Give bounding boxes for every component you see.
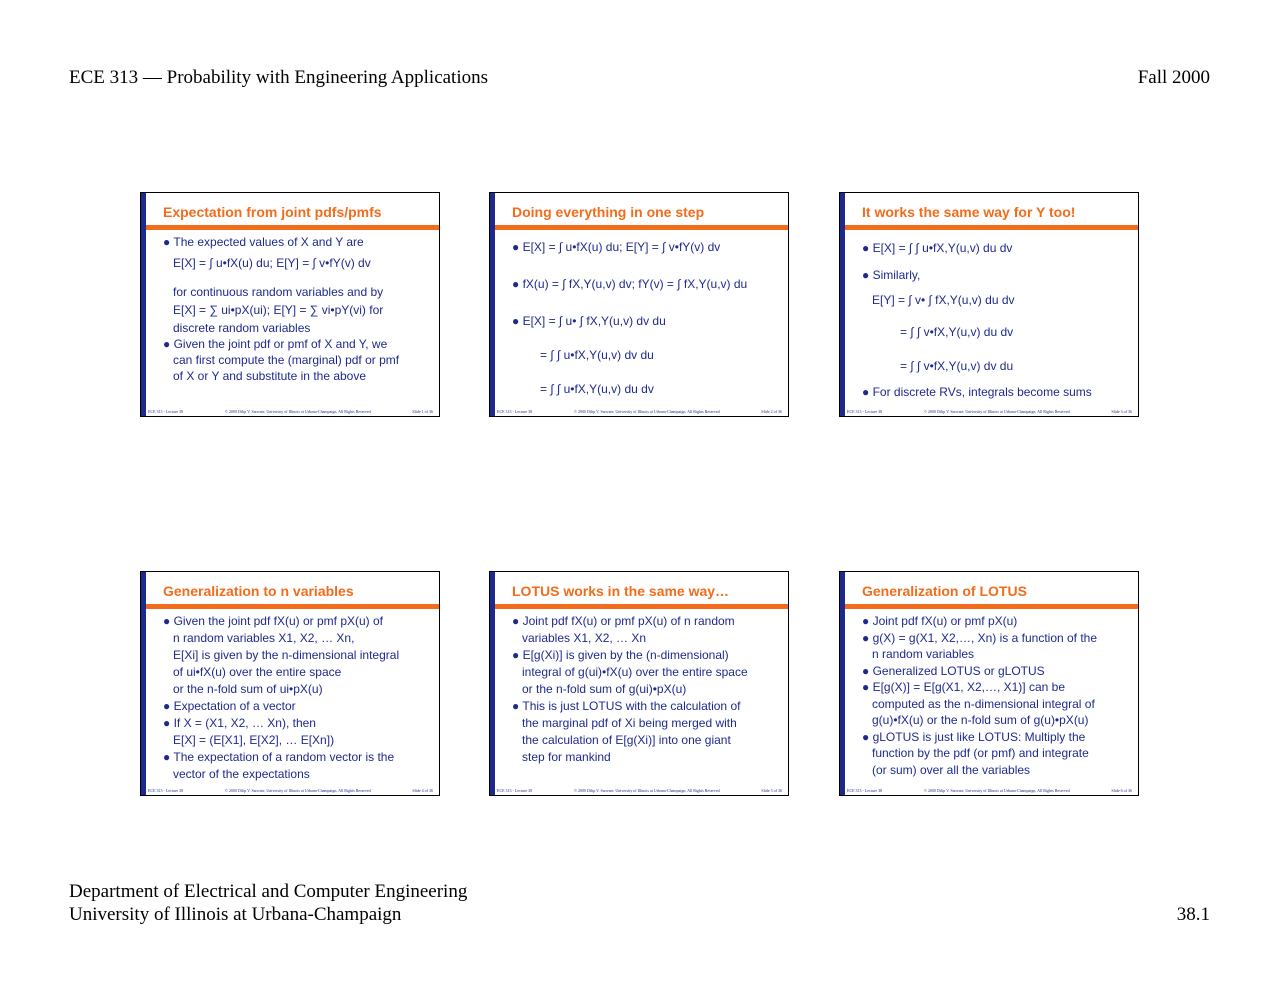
slide-body (163, 234, 431, 384)
footer-copyright: © 2000 Dilip V. Sarwate, University of Illinois at Urbana-Champaign, All Rights Reserved (224, 788, 371, 793)
slide-line (512, 363, 780, 381)
slide-line: n random variables (872, 647, 975, 661)
term-label: Fall 2000 (1137, 67, 1210, 88)
slide-line: can first compute the (marginal) pdf or pmf (173, 353, 400, 367)
slide-divider (845, 604, 1138, 609)
footer-lecture: ECE 313 - Lecture 38 (847, 788, 883, 793)
slide-line: ● E[X] = ∫ u•fX(u) du; E[Y] = ∫ v•fY(v) dv (512, 240, 721, 254)
slide-line: ● gLOTUS is just like LOTUS: Multiply the (862, 729, 1086, 744)
slide-divider (146, 604, 439, 609)
slide-title: Doing everything in one step (512, 204, 705, 220)
footer-copyright: © 2000 Dilip V. Sarwate, University of Illinois at Urbana-Champaign, All Rights Reserved (923, 409, 1070, 414)
footer-slide-number: Slide 4 of 36 (412, 788, 433, 793)
slide-1 (140, 192, 440, 417)
footer-copyright: © 2000 Dilip V. Sarwate, University of Illinois at Urbana-Champaign, All Rights Reserved (923, 788, 1070, 793)
footer-lecture: ECE 313 - Lecture 38 (148, 788, 184, 793)
slide-title: Expectation from joint pdfs/pmfs (163, 204, 382, 220)
slide-2 (489, 192, 789, 417)
slide-line: ● E[X] = ∫ ∫ u•fX,Y(u,v) du dv (862, 241, 1013, 255)
footer-slide-number: Slide 1 of 36 (412, 409, 433, 414)
slide-line: the marginal pdf of Xi being merged with (522, 716, 737, 730)
slide-divider (845, 225, 1138, 230)
slide-divider (495, 225, 788, 230)
slide-line: variables X1, X2, … Xn (522, 631, 647, 645)
footer-lecture: ECE 313 - Lecture 38 (148, 409, 184, 414)
slide-line: ● fX(u) = ∫ fX,Y(u,v) dv; fY(v) = ∫ fX,Y(u,v) du (512, 277, 748, 291)
slide-line: ● Given the joint pdf fX(u) or pmf pX(u) of (163, 614, 384, 628)
course-title: ECE 313 — Probability with Engineering Applications (69, 67, 489, 88)
slide-line: E[Y] = ∫ v• ∫ fX,Y(u,v) du dv (872, 293, 1015, 307)
slide-line: ● E[g(Xi)] is given by the (n-dimensional) (512, 648, 729, 662)
slide-line: ● Given the joint pdf or pmf of X and Y, we (163, 337, 388, 351)
slide-line: step for mankind (522, 750, 611, 764)
university-name: University of Illinois at Urbana-Champaign (69, 904, 402, 925)
slide-line: for continuous random variables and by (173, 285, 384, 299)
page-number: 38.1 (1176, 904, 1210, 925)
footer-slide-number: Slide 5 of 36 (761, 788, 782, 793)
slide-line: ● g(X) = g(X1, X2,…, Xn) is a function of the (862, 630, 1098, 645)
slide-line (512, 329, 780, 347)
footer-copyright: © 2000 Dilip V. Sarwate, University of Illinois at Urbana-Champaign, All Rights Reserved (224, 409, 371, 414)
slide-line: ● Generalized LOTUS or gLOTUS (862, 663, 1045, 678)
slide-body (862, 240, 1130, 400)
slide-line (512, 255, 780, 276)
slide-line: ● If X = (X1, X2, … Xn), then (163, 716, 316, 730)
slide-line: ● The expectation of a random vector is the (163, 750, 395, 764)
slide-footer (148, 409, 433, 414)
department-name: Department of Electrical and Computer Engineering (69, 881, 468, 902)
footer-copyright: © 2000 Dilip V. Sarwate, University of Illinois at Urbana-Champaign, All Rights Reserved (573, 788, 720, 793)
slide-line: computed as the n-dimensional integral of (872, 696, 1095, 711)
slide-footer (497, 788, 782, 793)
footer-slide-number: Slide 2 of 36 (761, 409, 782, 414)
slide-line: = ∫ ∫ v•fX,Y(u,v) du dv (900, 325, 1014, 339)
slide-line: E[X] = ∫ u•fX(u) du; E[Y] = ∫ v•fY(v) dv (173, 256, 371, 270)
slide-line: E[X] = ∑ ui•pX(ui); E[Y] = ∑ vi•pY(vi) for (173, 303, 384, 317)
slide-line: integral of g(ui)•fX(u) over the entire space (522, 665, 748, 679)
slide-line: = ∫ ∫ v•fX,Y(u,v) dv du (900, 359, 1014, 373)
slide-title: Generalization to n variables (163, 583, 354, 599)
slide-line: function by the pdf (or pmf) and integrate (872, 746, 1089, 760)
footer-slide-number: Slide 6 of 36 (1111, 788, 1132, 793)
slide-line: ● The expected values of X and Y are (163, 235, 364, 249)
slide-3 (839, 192, 1139, 417)
slide-line: ● Joint pdf fX(u) or pmf pX(u) (862, 614, 1018, 628)
slide-line: = ∫ ∫ u•fX,Y(u,v) du dv (540, 382, 654, 396)
footer-lecture: ECE 313 - Lecture 38 (847, 409, 883, 414)
slide-line: discrete random variables (173, 321, 311, 335)
slide-4 (140, 571, 440, 796)
slide-line: ● Expectation of a vector (163, 699, 296, 713)
slide-line: E[Xi] is given by the n-dimensional integral (173, 648, 400, 662)
slide-line: or the n-fold sum of ui•pX(u) (173, 682, 323, 696)
footer-copyright: © 2000 Dilip V. Sarwate, University of Illinois at Urbana-Champaign, All Rights Reserved (573, 409, 720, 414)
footer-slide-number: Slide 3 of 36 (1111, 409, 1132, 414)
footer-lecture: ECE 313 - Lecture 38 (497, 409, 533, 414)
slide-title: LOTUS works in the same way… (512, 583, 730, 599)
slide-title: Generalization of LOTUS (862, 583, 1027, 599)
slide-line: = ∫ ∫ u•fX,Y(u,v) dv du (540, 348, 654, 362)
slide-footer (148, 788, 433, 793)
slide-line: of X or Y and substitute in the above (173, 369, 367, 383)
slide-line: n random variables X1, X2, … Xn, (173, 631, 355, 645)
slide-line: E[X] = (E[X1], E[X2], … E[Xn]) (173, 733, 335, 747)
slide-line: ● This is just LOTUS with the calculation of (512, 699, 741, 713)
slide-line (862, 256, 1130, 267)
slide-footer (497, 409, 782, 414)
slide-line: vector of the expectations (173, 767, 310, 781)
slide-line: ● E[X] = ∫ u• ∫ fX,Y(u,v) dv du (512, 314, 666, 328)
slide-line: ● Joint pdf fX(u) or pmf pX(u) of n random (512, 614, 735, 628)
slide-line (862, 340, 1130, 358)
footer-lecture: ECE 313 - Lecture 38 (497, 788, 533, 793)
slide-line: ● E[g(X)] = E[g(X1, X2,…, X1)] can be (862, 680, 1066, 694)
slide-body (163, 613, 431, 783)
slide-line: of ui•fX(u) over the entire space (173, 665, 342, 679)
slide-title: It works the same way for Y too! (862, 204, 1076, 220)
slide-divider (495, 604, 788, 609)
slide-line: g(u)•fX(u) or the n-fold sum of g(u)•pX(u) (872, 713, 1089, 727)
slide-6 (839, 571, 1139, 796)
slide-footer (847, 409, 1132, 414)
slide-line (862, 308, 1130, 324)
slide-line (862, 374, 1130, 384)
slide-footer (847, 788, 1132, 793)
slide-divider (146, 225, 439, 230)
slide-line: the calculation of E[g(Xi)] into one giant (522, 733, 731, 747)
slide-line: ● Similarly, (862, 268, 921, 282)
slide-body (512, 239, 780, 397)
slide-line (512, 292, 780, 313)
slide-line: (or sum) over all the variables (872, 762, 1031, 777)
slide-body (512, 613, 780, 766)
slide-line: or the n-fold sum of g(ui)•pX(u) (522, 682, 687, 696)
slide-5 (489, 571, 789, 796)
slide-body (862, 613, 1130, 778)
slide-line: ● For discrete RVs, integrals become sums (862, 385, 1092, 399)
